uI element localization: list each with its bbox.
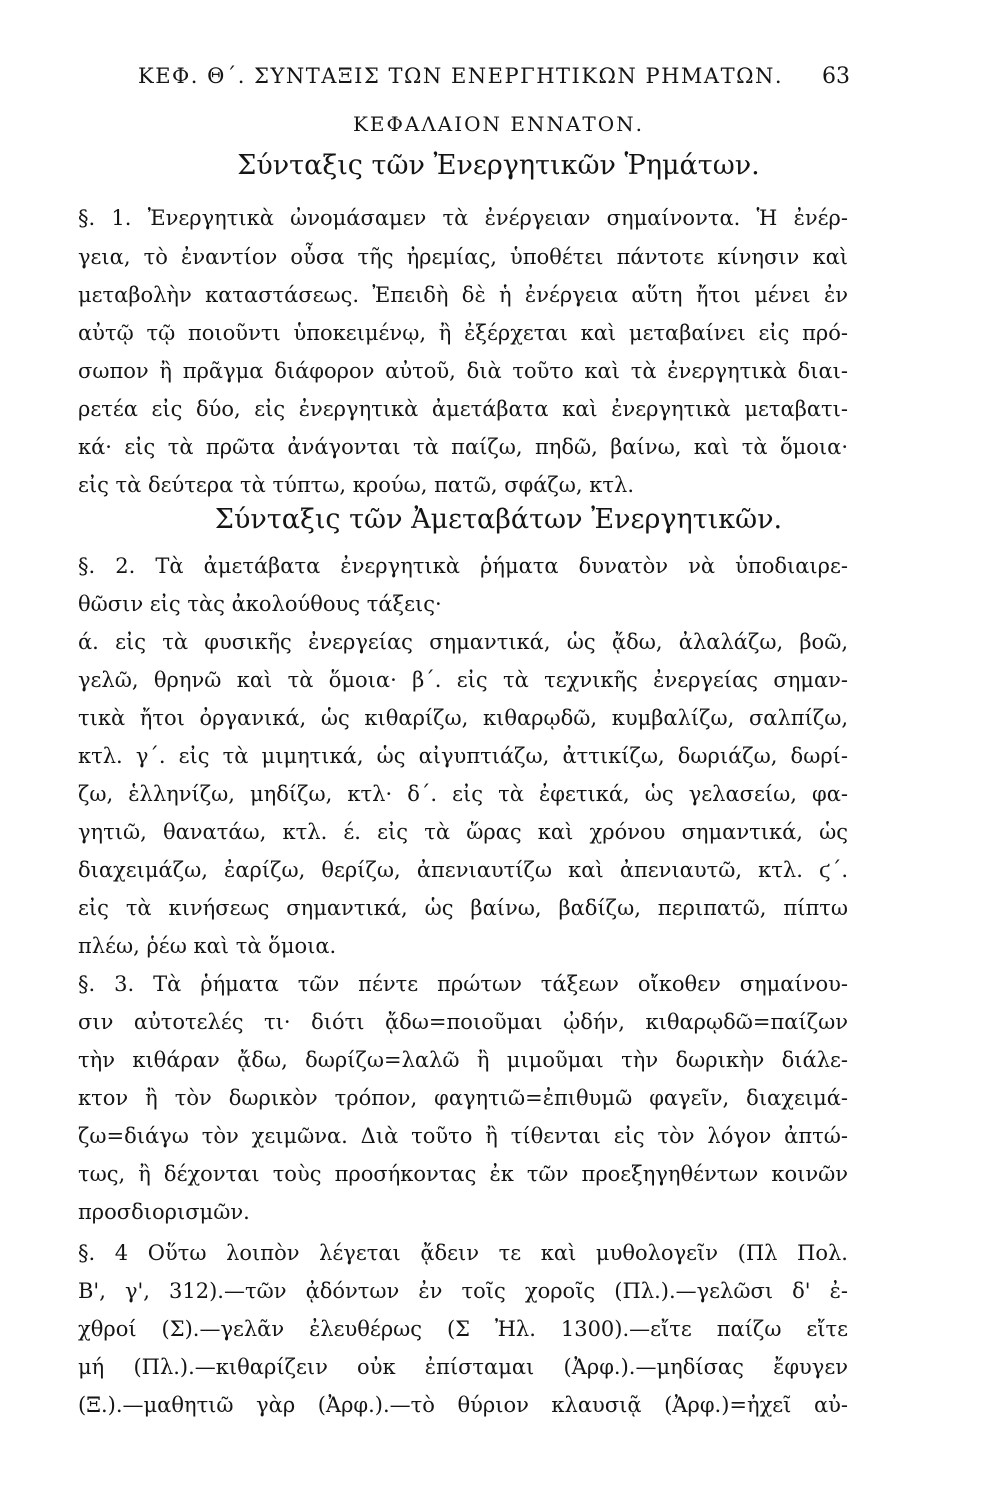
text-line: §. 2. Τὰ ἀμετάβατα ἐνεργητικὰ ῥήματα δυνατὸν νὰ ὑποδιαιρε-: [78, 554, 848, 578]
text-line: ζω, ἑλληνίζω, μηδίζω, κτλ· δ΄. εἰς τὰ ἐφετικά, ὡς γελασείω, φα-: [78, 782, 848, 806]
text-line: κτλ. γ΄. εἰς τὰ μιμητικά, ὡς αἰγυπτιάζω, ἀττικίζω, δωριάζω, δωρί-: [78, 744, 848, 768]
text-line: μεταβολὴν καταστάσεως. Ἐπειδὴ δὲ ἡ ἐνέργεια αὕτη ἤτοι μένει ἐν: [78, 283, 848, 307]
text-line: Β', γ', 312).—τῶν ᾀδόντων ἐν τοῖς χοροῖς (Πλ.).—γελῶσι δ' ἐ-: [78, 1279, 848, 1303]
page-number: 63: [822, 64, 850, 89]
text-line: εἰς τὰ κινήσεως σημαντικά, ὡς βαίνω, βαδίζω, περιπατῶ, πίπτω: [78, 896, 848, 920]
text-line: τὴν κιθάραν ᾄδω, δωρίζω=λαλῶ ἢ μιμοῦμαι τὴν δωρικὴν διάλε-: [78, 1048, 848, 1072]
text-line: θῶσιν εἰς τὰς ἀκολούθους τάξεις·: [78, 592, 442, 616]
text-line: κτον ἢ τὸν δωρικὸν τρόπον, φαγητιῶ=ἐπιθυμῶ φαγεῖν, διαχειμά-: [78, 1086, 848, 1110]
running-head-title: ΚΕΦ. Θ΄. ΣΥΝΤΑΞΙΣ ΤΩΝ ΕΝΕΡΓΗΤΙΚΩΝ ΡΗΜΑΤΩΝ.: [138, 64, 784, 88]
text-line: προσδιορισμῶν.: [78, 1200, 250, 1224]
text-line: μή (Πλ.).—κιθαρίζειν οὐκ ἐπίσταμαι (Ἀρφ.).—μηδίσας ἔφυγεν: [78, 1355, 848, 1379]
text-line: σωπον ἢ πρᾶγμα διάφορον αὐτοῦ, διὰ τοῦτο καὶ τὰ ἐνεργητικὰ διαι-: [78, 359, 848, 383]
text-line: σιν αὐτοτελές τι· διότι ᾄδω=ποιοῦμαι ᾠδήν, κιθαρῳδῶ=παίζων: [78, 1010, 848, 1034]
text-line: §. 4 Οὕτω λοιπὸν λέγεται ᾄδειν τε καὶ μυθολογεῖν (Πλ Πολ.: [78, 1241, 848, 1265]
text-line: γεια, τὸ ἐναντίον οὖσα τῆς ἠρεμίας, ὑποθέτει πάντοτε κίνησιν καὶ: [78, 245, 848, 269]
text-line: κά· εἰς τὰ πρῶτα ἀνάγονται τὰ παίζω, πηδῶ, βαίνω, καὶ τὰ ὅμοια·: [78, 435, 848, 459]
text-line: διαχειμάζω, ἐαρίζω, θερίζω, ἀπενιαυτίζω καὶ ἀπενιαυτῶ, κτλ. ϛ΄.: [78, 858, 848, 882]
chapter-heading: ΚΕΦΑΛΑΙΟΝ ΕΝΝΑΤΟΝ.: [352, 112, 645, 136]
running-head: [138, 64, 850, 100]
text-line: §. 3. Τὰ ῥήματα τῶν πέντε πρώτων τάξεων οἴκοθεν σημαίνου-: [78, 972, 848, 996]
text-line: αὐτῷ τῷ ποιοῦντι ὑποκειμένῳ, ἢ ἐξέρχεται καὶ μεταβαίνει εἰς πρό-: [78, 321, 848, 345]
text-line: (Ξ.).—μαθητιῶ γὰρ (Ἀρφ.).—τὸ θύριον κλαυσιᾷ (Ἀρφ.)=ἠχεῖ αὐ-: [78, 1393, 848, 1417]
subsection-title: Σύνταξις τῶν Ἀμεταβάτων Ἐνεργητικῶν.: [214, 504, 783, 535]
section-title: Σύνταξις τῶν Ἐνεργητικῶν Ῥημάτων.: [237, 150, 760, 181]
text-line: πλέω, ῥέω καὶ τὰ ὅμοια.: [78, 934, 337, 958]
text-line: ρετέα εἰς δύο, εἰς ἐνεργητικὰ ἀμετάβατα καὶ ἐνεργητικὰ μεταβατι-: [78, 397, 848, 421]
text-line: χθροί (Σ).—γελᾶν ἐλευθέρως (Σ Ἠλ. 1300).—εἴτε παίζω εἴτε: [78, 1317, 848, 1341]
text-line: §. 1. Ἐνεργητικὰ ὠνομάσαμεν τὰ ἐνέργειαν σημαίνοντα. Ἡ ἐνέρ-: [78, 206, 848, 230]
text-line: γητιῶ, θανατάω, κτλ. έ. εἰς τὰ ὥρας καὶ χρόνου σημαντικά, ὡς: [78, 820, 848, 844]
text-line: τικὰ ἤτοι ὀργανικά, ὡς κιθαρίζω, κιθαρῳδῶ, κυμβαλίζω, σαλπίζω,: [78, 706, 848, 730]
text-line: τως, ἢ δέχονται τοὺς προσήκοντας ἐκ τῶν προεξηγηθέντων κοινῶν: [78, 1162, 848, 1186]
text-line: ζω=διάγω τὸν χειμῶνα. Διὰ τοῦτο ἢ τίθενται εἰς τὸν λόγον ἀπτώ-: [78, 1124, 848, 1148]
text-line: ά. εἰς τὰ φυσικῆς ἐνεργείας σημαντικά, ὡς ᾄδω, ἀλαλάζω, βοῶ,: [78, 630, 848, 654]
text-line: γελῶ, θρηνῶ καὶ τὰ ὅμοια· β΄. εἰς τὰ τεχνικῆς ἐνεργείας σημαν-: [78, 668, 848, 692]
text-line: εἰς τὰ δεύτερα τὰ τύπτω, κρούω, πατῶ, σφάζω, κτλ.: [78, 473, 634, 497]
